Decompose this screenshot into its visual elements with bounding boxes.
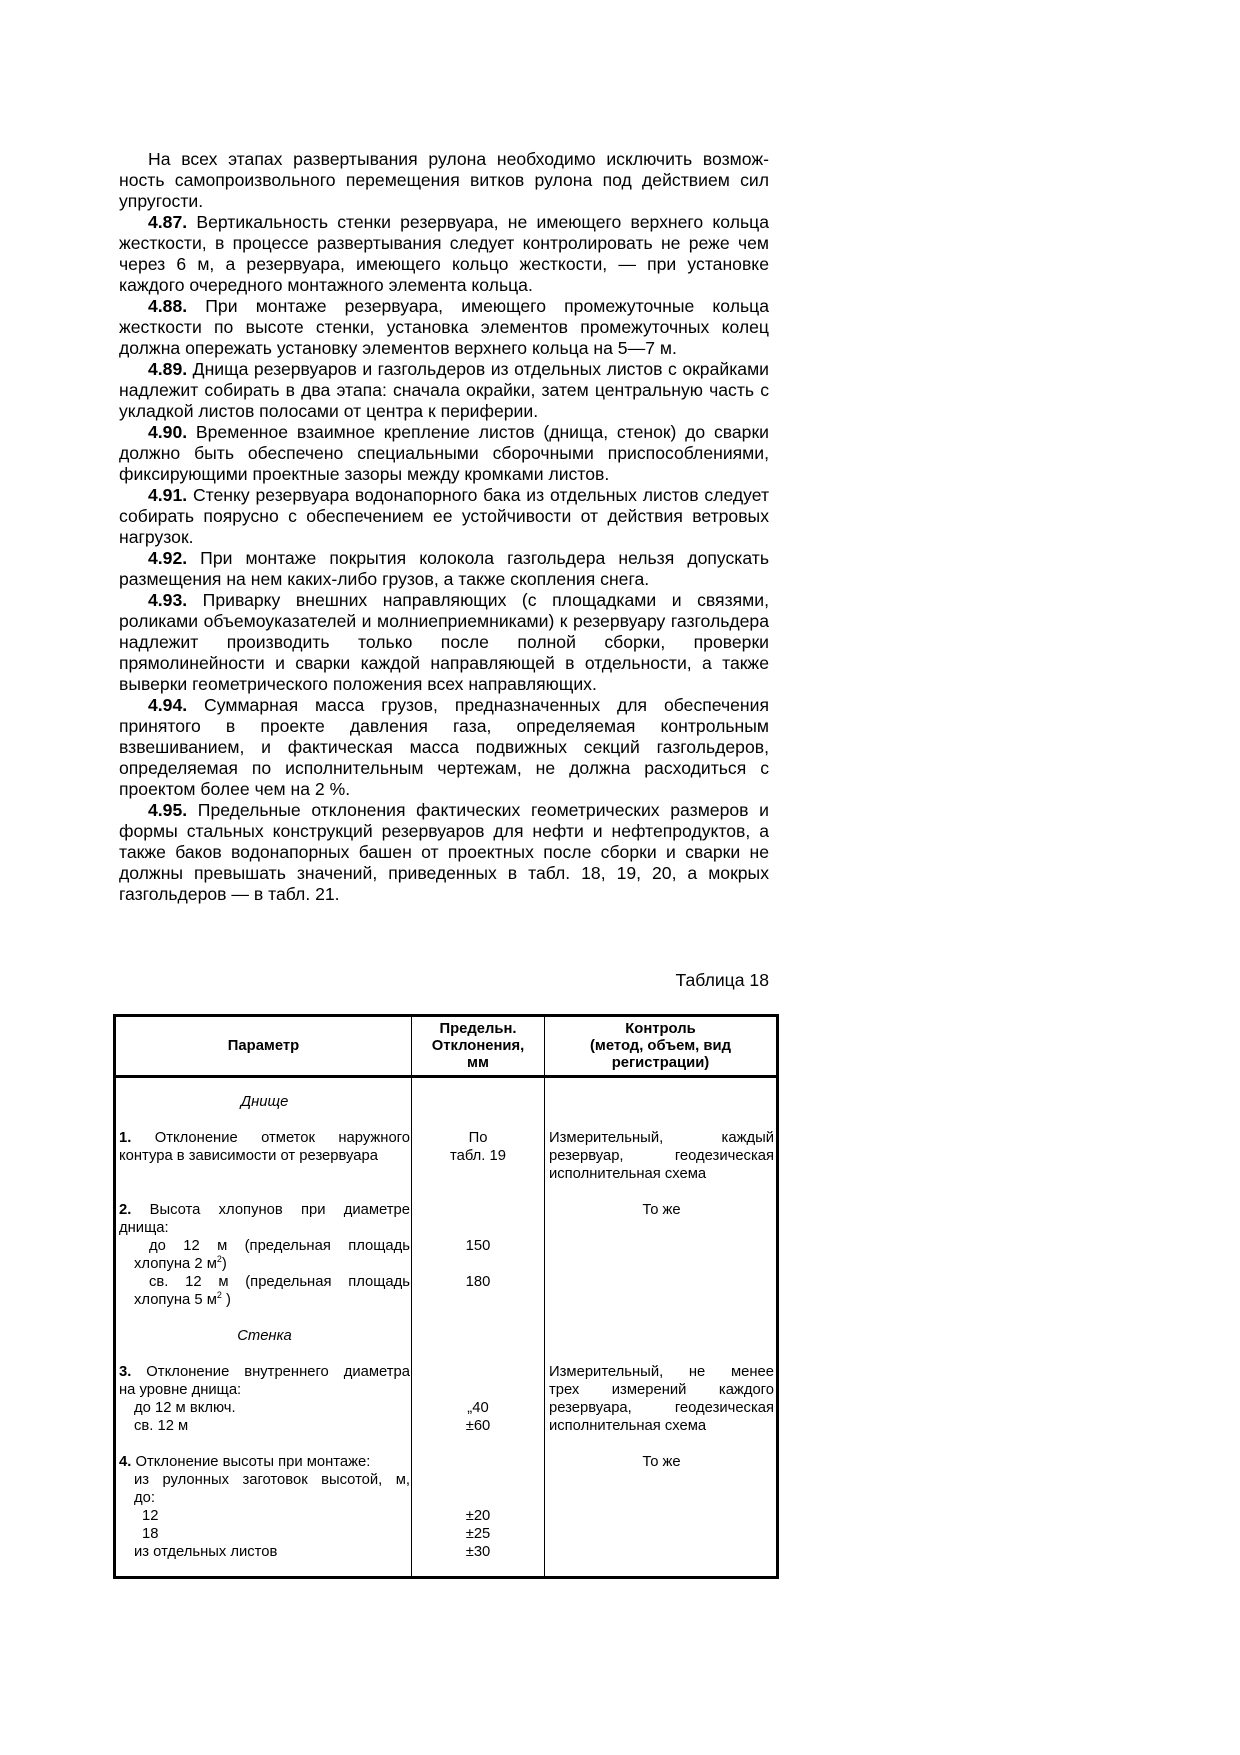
- row-2-sub-1: до 12 м (предельная площадь: [149, 1238, 410, 1254]
- row-4-sub-3: из отдельных листов: [134, 1544, 278, 1560]
- row-2-control: То же: [642, 1202, 681, 1218]
- paragraph-4-95: 4.95. Предельные отклонения фактических геометрических размеров и формы стальных конструкций резервуаров для нефти и нефтепродуктов, а также баков водонапорных башен от проектных после сборки и сварки не должны превышать значений, приведенных в табл. 18, 19, 20, а мокрых газгольдеров — в табл. 21.: [119, 800, 769, 904]
- paragraph-4-90: 4.90. Временное взаимное крепление листов (днища, стенок) до сварки должно быть обеспечено специальными сборочными приспособлениями, фиксирующими проектные зазоры между кромками листов.: [119, 422, 769, 484]
- section-heading-wall: Стенка: [237, 1328, 292, 1344]
- clause-number: 4.90.: [148, 422, 188, 442]
- section-heading-bottom: Днище: [240, 1094, 289, 1110]
- row-4-sub-1: 12: [142, 1508, 159, 1524]
- row-4-value-3: ±30: [465, 1544, 491, 1560]
- row-4-value-1: ±20: [465, 1508, 491, 1524]
- deviation-column: По табл. 19 150 180 „40 ±60 ±20 ±25 ±30: [412, 1077, 545, 1578]
- paragraph-4-89: 4.89. Днища резервуаров и газгольдеров из отдельных листов с окрайками надлежит собирать в два этапа: сначала окрайки, затем центральную часть с укладкой листов полосами от центра к периферии.: [119, 359, 769, 421]
- row-3-parameter: 3. Отклонение внутреннего диаметра: [119, 1364, 410, 1380]
- clause-number: 4.94.: [148, 695, 188, 715]
- paragraph-4-93: 4.93. Приварку внешних направляющих (с площадками и связями, роликами объемоуказателей и молниеприемниками) к резервуару газгольдера надлежит производить только после полной сборки, проверки прямолинейности и сварки каждой направляющей в отдельности, а также выверки геометрического положения всех направляющих.: [119, 590, 769, 694]
- row-2-sub-2: св. 12 м (предельная площадь: [149, 1274, 410, 1290]
- row-1-control: Измерительный, каждый: [549, 1130, 774, 1146]
- parameter-column: Днище 1. Отклонение отметок наружного контура в зависимости от резервуара 2. Высота хлопунов при диаметре днища: до 12 м (предельная площадь хлопуна 2 $м^2$) св. 12 м (предельная площадь хлопуна 5 $м^2$ ) Стенка 3. Отклонение внутреннего диаметра на уровне днища: до 12 м включ. св. 12 м 4. Отклонение высоты при монтаже: из рулонных заготовок высотой, м, до: 12 18 из отдельных листов: [115, 1077, 412, 1578]
- paragraph-4-91: 4.91. Стенку резервуара водонапорного бака из отдельных листов следует собирать поярусно с обеспечением ее устойчивости от действия ветровых нагрузок.: [119, 485, 769, 547]
- paragraph-4-92: 4.92. При монтаже покрытия колокола газгольдера нельзя допускать размещения на нем каких-либо грузов, а также скопления снега.: [119, 548, 769, 589]
- row-3-sub-1: до 12 м включ.: [134, 1400, 236, 1416]
- row-3-control: Измерительный, не менее: [549, 1364, 774, 1380]
- row-4-control: То же: [642, 1454, 681, 1470]
- paragraph: На всех этапах развертывания рулона необходимо исключить возмож-ность самопроизвольного перемещения витков рулона под действием сил упругости.: [119, 149, 769, 211]
- row-4-value-2: ±25: [465, 1526, 491, 1542]
- table-caption: Таблица 18: [675, 970, 769, 990]
- clause-number: 4.88.: [148, 296, 188, 316]
- paragraph-4-94: 4.94. Суммарная масса грузов, предназначенных для обеспечения принятого в проекте давления газа, определяемая контрольным взвешиванием, и фактическая масса подвижных секций газгольдеров, определяемая по исполнительным чертежам, не должна расходиться с проектом более чем на 2 %.: [119, 695, 769, 799]
- table-body-row: [115, 1077, 778, 1578]
- paragraph-4-88: 4.88. При монтаже резервуара, имеющего промежуточные кольца жесткости по высоте стенки, установка элементов промежуточных колец должна опережать установку элементов верхнего кольца на 5—7 м.: [119, 296, 769, 358]
- clause-number: 4.95.: [148, 800, 188, 820]
- header-parameter: Параметр: [115, 1016, 412, 1077]
- tolerance-table: [113, 1014, 779, 1579]
- row-4-sub-2: 18: [142, 1526, 159, 1542]
- paragraph-4-87: 4.87. Вертикальность стенки резервуара, не имеющего верхнего кольца жесткости, в процессе развертывания следует контролировать не реже чем через 6 м, а резервуара, имеющего кольцо жесткости, — при установке каждого очередного монтажного элемента кольца.: [119, 212, 769, 295]
- header-control: Контроль (метод, объем, вид регистрации): [545, 1016, 778, 1077]
- clause-number: 4.92.: [148, 548, 188, 568]
- row-2-parameter: 2. Высота хлопунов при диаметре: [119, 1202, 410, 1218]
- row-2-value-1: 150: [465, 1238, 491, 1254]
- row-1-value: По: [468, 1130, 488, 1146]
- table-header-row: [115, 1016, 778, 1077]
- clause-number: 4.89.: [148, 359, 188, 379]
- row-1-parameter: 1. Отклонение отметок наружного: [119, 1130, 410, 1146]
- clause-number: 4.87.: [148, 212, 188, 232]
- row-3-sub-2: св. 12 м: [134, 1418, 189, 1434]
- row-2-value-2: 180: [465, 1274, 491, 1290]
- body-text: [119, 149, 769, 905]
- row-3-value-2: ±60: [465, 1418, 491, 1434]
- row-3-value-1: „40: [467, 1400, 489, 1416]
- control-column: Измерительный, каждый резервуар, геодезическая исполнительная схема То же Измерительный, не менее трех измерений каждого резервуара, геодезическая исполнительная схема То же: [545, 1077, 778, 1578]
- header-deviation: Предельн. Отклонения, мм: [412, 1016, 545, 1077]
- clause-number: 4.93.: [148, 590, 188, 610]
- row-4-parameter: 4. Отклонение высоты при монтаже:: [119, 1454, 371, 1470]
- clause-number: 4.91.: [148, 485, 188, 505]
